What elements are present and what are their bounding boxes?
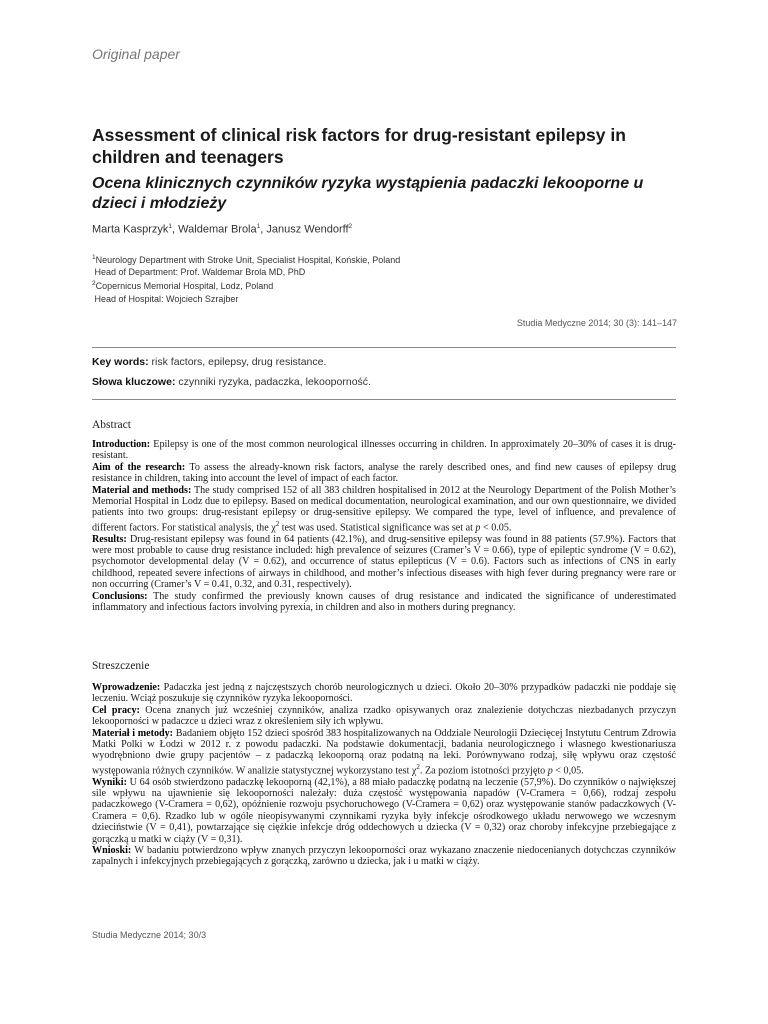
keywords-polish — [92, 376, 371, 388]
author-name: Janusz Wendorff — [266, 223, 349, 236]
author-affiliation-mark: 1 — [168, 223, 173, 230]
streszczenie-introduction: Wprowadzenie: Padaczka jest jedną z najczęstszych chorób neurologicznych u dzieci. Około 20–30% przypadków padaczki nie poddaje się leczeniu. Wciąż poszukuje się czynników ryzyka lekooporności. — [92, 682, 676, 705]
author-list: Marta Kasprzyk$^1$, Waldemar Brola$^1$, Janusz Wendorff$^2$ — [92, 223, 353, 236]
keywords-label: Key words: — [92, 356, 149, 368]
author-affiliation-mark: 1 — [256, 223, 261, 230]
paper-subtitle-polish: Ocena klinicznych czynników ryzyka wystąpienia padaczki lekooporne u dzieci i młodzieży — [92, 175, 644, 212]
affiliation-1: $^1$Neurology Department with Stroke Unit, Specialist Hospital, Końskie, Poland — [92, 254, 401, 265]
streszczenie-methods: Materiał i metody: Badaniem objęto 152 dzieci spośród 383 hospitalizowanych na Oddziale Neurologii Dziecięcej Instytutu Centrum Zdrowia Matki Polki w Łodzi w 2012 r. z powodu padaczki. Na podstawie dokumentacji, badania neurologicznego i własnego kwestionariusza wyodrębniono dwie grupy pacjentów – z padaczką lekooporną oraz podatną na leki. Porównywano rodzaj, siłę wpływu oraz częstość występowania różnych czynników. W analizie statystycznej wykorzystano test $\chi^2$. Za poziom istotności przyjęto p < 0,05. — [92, 727, 676, 777]
divider — [92, 347, 676, 348]
divider — [92, 399, 676, 400]
author-name: Waldemar Brola — [178, 223, 257, 236]
abstract-heading: Abstract — [92, 419, 131, 431]
abstract-body — [92, 439, 676, 613]
page-footer: Studia Medyczne 2014; 30/3 — [92, 930, 207, 940]
section-label: Original paper — [92, 46, 180, 62]
affiliation-1-head: Head of Department: Prof. Waldemar Brola MD, PhD — [94, 267, 306, 278]
affiliation-2-head: Head of Hospital: Wojciech Szrajber — [94, 293, 239, 304]
streszczenie-body — [92, 682, 676, 868]
paper-title: Assessment of clinical risk factors for drug-resistant epilepsy in children and teenagers — [92, 125, 626, 167]
journal-citation: Studia Medyczne 2014; 30 (3): 141–147 — [516, 318, 677, 328]
keywords-value: risk factors, epilepsy, drug resistance. — [151, 356, 327, 368]
streszczenie-heading: Streszczenie — [92, 660, 150, 672]
abstract-results: Results: Drug-resistant epilepsy was found in 64 patients (42.1%), and drug-sensitive epilepsy was found in 88 patients (57.9%). Factors that were most probable to cause drug resistance included: high prevalence of seizures (Cramer’s V = 0.66), type of epileptic syndrome (V = 0.62), psychomotor developmental delay (V = 0.62), and occurrence of status epilepticus (V = 0.6). Factors such as infections of CNS in early childhood, repeated severe infections of airways in childhood, and mother’s infectious diseases with high fever during pregnancy were rare or non occurring (Cramer’s V = 0.41, 0.32, and 0.31, respectively). — [92, 533, 676, 591]
keywords-label: Słowa kluczowe: — [92, 376, 176, 388]
author-name: Marta Kasprzyk — [92, 223, 169, 236]
streszczenie-aim: Cel pracy: Ocena znanych już wcześniej czynników, analiza rzadko opisywanych oraz znalezienie dotychczas niezbadanych przyczyn lekooporności w padaczce u dzieci wraz z określeniem siły ich wpływu. — [92, 704, 676, 728]
abstract-conclusions: Conclusions: The study confirmed the previously known causes of drug resistance and indicated the significance of underestimated inflammatory and infectious factors involving pyrexia, in children and also in mothers during pregnancy. — [92, 590, 676, 614]
affiliation-2: $^2$Copernicus Memorial Hospital, Lodz, Poland — [92, 280, 274, 292]
abstract-aim: Aim of the research: To assess the already-known risk factors, analyse the rarely described ones, and find new causes of epilepsy drug resistance in children, taking into account the level of impact of each factor. — [92, 461, 677, 485]
streszczenie-conclusions: Wnioski: W badaniu potwierdzono wpływ znanych przyczyn lekooporności oraz wykazano znaczenie niedocenianych dotychczas czynników zapalnych i infekcyjnych przebiegających z gorączką, zarówno u dziecka, jak i u matki w ciąży. — [92, 845, 677, 868]
keywords-english — [92, 356, 326, 368]
abstract-introduction: Introduction: Epilepsy is one of the most common neurological illnesses occurring in children. In approximately 20–30% of cases it is drug-resistant. — [92, 439, 676, 462]
streszczenie-results: Wyniki: U 64 osób stwierdzono padaczkę lekooporną (42,1%), a 88 miało padaczkę podatną na leczenie (57,9%). Do czynników o największej sile wpływu na ujawnienie się lekooporności należały: duża częstość występowania napadów (V-Cramera = 0,66), rodzaj zespołu padaczkowego (V-Cramera = 0,62), opóźnienie rozwoju psychoruchowego (V-Cramera = 0,62) oraz występowanie stanów padaczkowych (V-Cramera = 0,6). Rzadko lub w ogóle nieopisywanymi czynnikami ryzyka były infekcje ośrodkowego układu nerwowego we wczesnym dzieciństwie (V = 0,41), powtarzające się ciężkie infekcje dróg oddechowych u dziecka (V = 0,32) oraz choroby infekcyjne przebiegające z gorączką u matki w ciąży (V = 0,31). — [92, 776, 676, 845]
author-affiliation-mark: 2 — [348, 223, 353, 230]
abstract-methods: Material and methods: The study comprised 152 of all 383 children hospitalised in 2012 at the Neurology Department of the Polish Mother’s Memorial Hospital in Lodz due to epilepsy. Based on medical documentation, neurological examination, and our own questionnaire, we divided patients into two groups: drug-resistant epilepsy or drug-sensitive epilepsy. We compared the type, level of influence, and prevalence of different factors. For statistical analysis, the $\chi^2$ test was used. Statistical significance was set at p < 0.05. — [92, 484, 676, 534]
affiliations — [92, 252, 400, 305]
keywords-value: czynniki ryzyka, padaczka, lekooporność. — [178, 376, 371, 388]
